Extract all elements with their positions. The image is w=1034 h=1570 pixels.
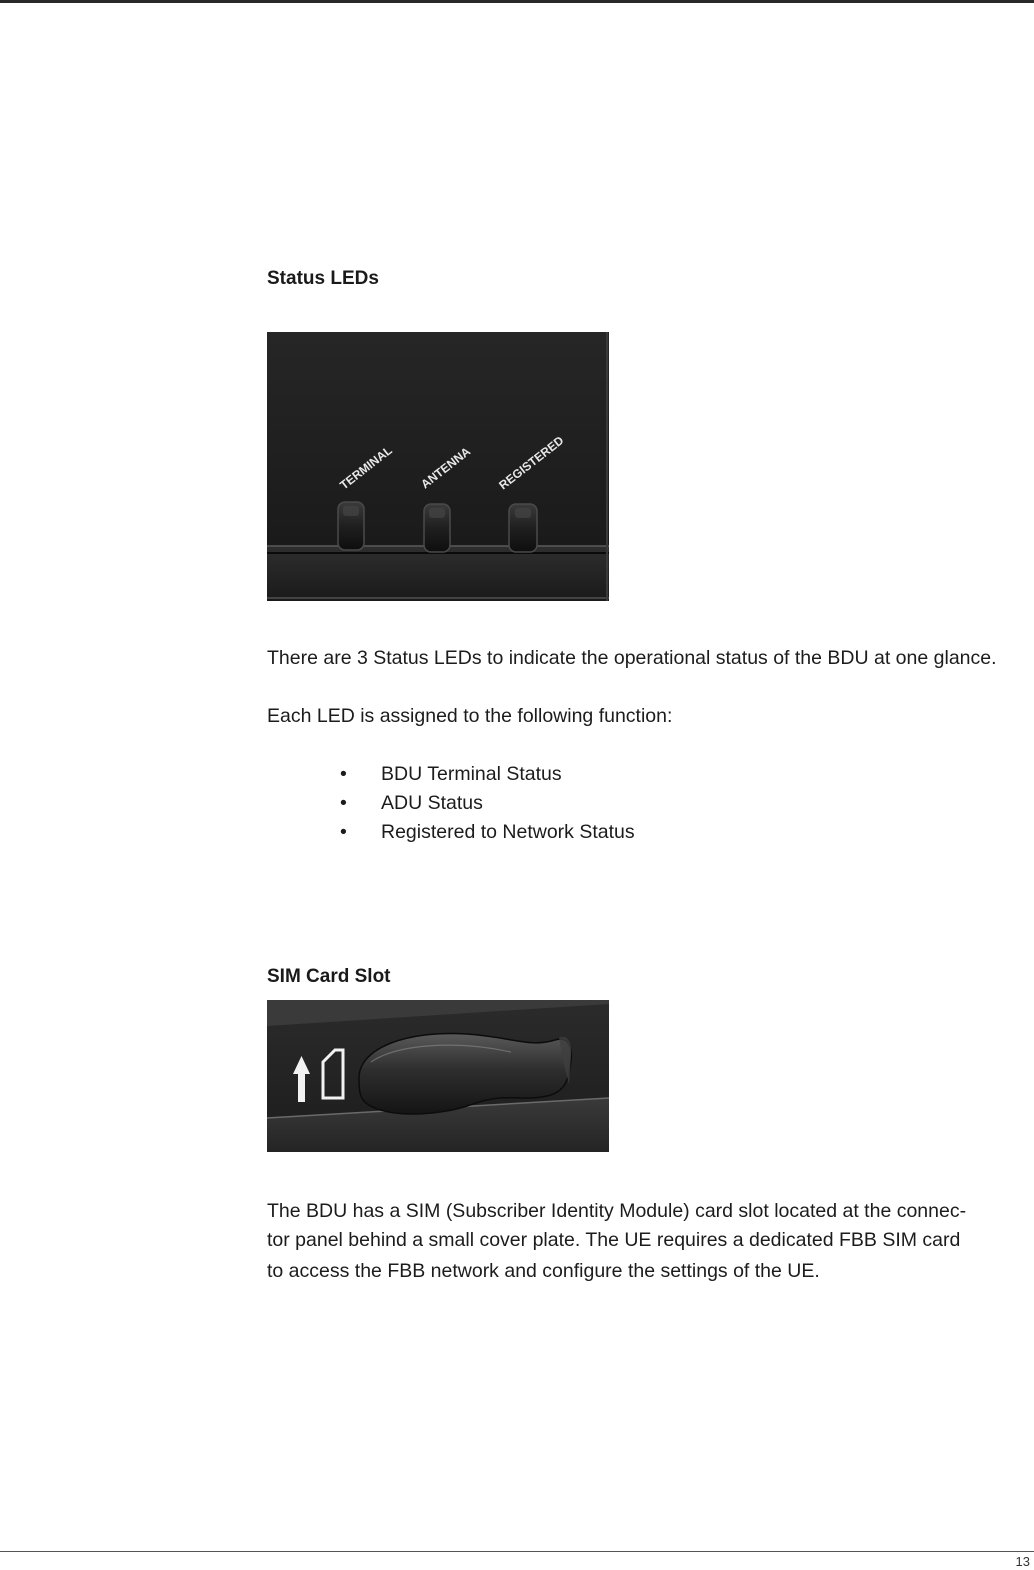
list-item [340,818,635,847]
bullet-icon: • [340,792,347,814]
section-heading-sim-card-slot: SIM Card Slot [267,966,391,987]
sim-body-line-1: The BDU has a SIM (Subscriber Identity Module) card slot located at the connec- [267,1200,967,1222]
sim-body-line-3: to access the FBB network and configure the settings of the UE. [267,1260,820,1282]
led-antenna [424,504,450,552]
top-rule [0,0,1034,3]
bullet-icon: • [340,763,347,785]
led-terminal [338,502,364,550]
list-item-text: BDU Terminal Status [381,763,562,785]
status-leds-photo [267,332,609,601]
led-registered [509,504,537,552]
led-function-list [340,760,635,847]
list-item [340,760,635,789]
list-item-text: ADU Status [381,792,483,814]
led-label-antenna: ANTENNA [418,444,474,492]
led-label-terminal: TERMINAL [337,443,395,493]
status-leds-illustration [267,332,609,601]
status-leds-lead: Each LED is assigned to the following function: [267,705,673,727]
page-number: 13 [1015,1554,1030,1569]
list-item-text: Registered to Network Status [381,821,635,843]
sim-body-line-2: tor panel behind a small cover plate. The UE requires a dedicated FBB SIM card [267,1229,961,1251]
sim-card-slot-photo [267,1000,609,1152]
section-heading-status-leds: Status LEDs [267,268,379,289]
bullet-icon: • [340,821,347,843]
led-label-registered: REGISTERED [496,433,567,493]
status-leds-intro: There are 3 Status LEDs to indicate the operational status of the BDU at one glance. [267,647,997,669]
list-item [340,789,635,818]
bottom-rule [0,1551,1034,1552]
sim-card-slot-illustration [267,1000,609,1152]
